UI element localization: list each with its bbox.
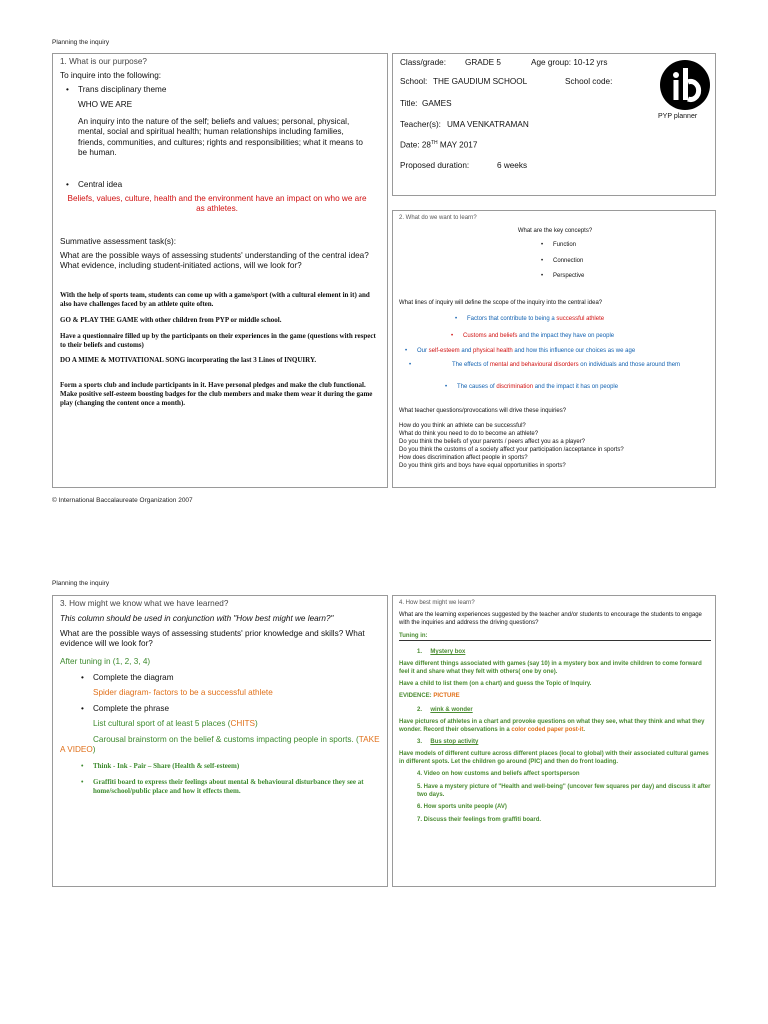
learn-heading: 2. What do we want to learn? (399, 215, 477, 221)
bullet-central-idea: • Central idea (78, 180, 122, 190)
teacher-question: Do you think the customs of a society affect your participation /acceptance in sports? (399, 447, 624, 454)
evidence-label: EVIDENCE: PICTURE (399, 693, 460, 699)
bullet-complete-phrase: • Complete the phrase (93, 704, 169, 714)
duration-label: Proposed duration: (400, 161, 470, 170)
key-concepts-question: What are the key concepts? (517, 228, 593, 234)
date: Date: 28TH MAY 2017 (400, 140, 478, 150)
concept-item: • Perspective (553, 272, 584, 280)
ib-logo-icon (660, 60, 710, 110)
concept-item: • Connection (553, 257, 583, 265)
mystery-box-list: Have a child to list them (on a chart) and guess the Topic of Inquiry. (399, 681, 592, 687)
title-label: Title: (400, 99, 418, 108)
assessment-note: This column should be used in conjunction with "How best might we learn?" (60, 614, 334, 623)
assessment-question: What are the possible ways of assessing students' prior knowledge and skills? What evidence will we look for? (60, 629, 365, 649)
spider-diagram: Spider diagram- factors to be a successful athlete (93, 688, 273, 697)
teacher-question: What do think you need to do to become an athlete? (399, 431, 539, 438)
purpose-box (52, 53, 388, 488)
class-grade-label: Class/grade: (400, 58, 446, 67)
purpose-heading: 1. What is our purpose? (60, 57, 147, 66)
summative-task-5: Form a sports club and include participants in it. Have personal pledges and make the club functional. Make positive self-esteem boosting badges for the club members and make them wear it during the game play (changing the content once a month). (60, 381, 373, 408)
step-4: 4. Video on how customs and beliefs affect sportsperson (417, 771, 580, 777)
assessment-box (52, 595, 388, 887)
line-of-inquiry-3: • Our self-esteem and physical health and how this influence our choices as we age (417, 347, 635, 355)
line-of-inquiry-1: • Factors that contribute to being a successful athlete (467, 315, 604, 323)
step-7: 7. Discuss their feelings from graffiti board. (417, 817, 542, 823)
learning-heading: 4. How best might we learn? (399, 600, 475, 606)
copyright-footer: © International Baccalaureate Organization 2007 (52, 497, 193, 504)
step-6: 6. How sports unite people (AV) (417, 804, 507, 810)
tuning-in-label: Tuning in: (399, 632, 711, 641)
summative-task-1: With the help of sports team, students can come up with a game/sport (with a cultural element in it) and also have challenges faced by an athlete quite often. (60, 291, 370, 309)
teacher-question: Do you think girls and boys have equal opportunities in sports? (399, 463, 566, 470)
bullet-complete-diagram: • Complete the diagram (93, 673, 174, 683)
pyp-planner-label: PYP planner (658, 113, 698, 120)
bus-stop-desc: Have models of different culture across different places (local to global) with their associated cultural games in different spots. Let the children go around (PIC) and then do front loading. (399, 751, 709, 766)
summative-task-2: GO & PLAY THE GAME with other children from PYP or middle school. (60, 316, 282, 324)
purpose-intro: To inquire into the following: (60, 71, 162, 80)
graffiti-board: • Graffiti board to express their feelings about mental & behavioural disturbance they see at home/school/public place and how it effects them. (93, 778, 383, 796)
assessment-heading: 3. How might we know what we have learned? (60, 599, 229, 608)
after-tuning-in: After tuning in (1, 2, 3, 4) (60, 657, 151, 666)
step-1: 1. Mystery box (417, 649, 466, 655)
line-of-inquiry-5: • The causes of discrimination and the impact it has on people (457, 383, 618, 391)
teacher-question: Do you think the beliefs of your parents / peers affect you as a player? (399, 439, 585, 446)
teacher-questions-heading: What teacher questions/provocations will drive these inquiries? (399, 408, 567, 414)
teacher-value: UMA VENKATRAMAN (447, 120, 529, 129)
page2-header: Planning the inquiry (52, 580, 110, 587)
lines-question: What lines of inquiry will define the scope of the inquiry into the central idea? (399, 300, 603, 306)
learn-box (392, 210, 716, 488)
bullet-theme: • Trans disciplinary theme (78, 85, 166, 95)
teacher-question: How do you think an athlete can be successful? (399, 423, 526, 429)
age-group: Age group: 10-12 yrs (531, 58, 608, 67)
summative-task-4: DO A MIME & MOTIVATIONAL SONG incorporating the last 3 Lines of INQUIRY. (60, 356, 317, 364)
concept-item: • Function (553, 241, 576, 249)
line-of-inquiry-4: • The effects of mental and behavioural disorders on individuals and those around them (421, 361, 711, 369)
school-label: School: (400, 77, 428, 86)
info-box (392, 53, 716, 196)
teacher-question: How does discrimination affect people in sports? (399, 455, 528, 462)
summative-title: Summative assessment task(s): (60, 237, 177, 246)
school-code-label: School code: (565, 77, 613, 86)
wink-wonder-desc: Have pictures of athletes in a chart and provoke questions on what they see, what they think and what they wonder. Record their observations in a color coded paper post-it. (399, 719, 705, 734)
duration-value: 6 weeks (497, 161, 528, 170)
title-value: GAMES (422, 99, 452, 108)
summative-task-3: Have a questionnaire filled up by the participants on their experiences in the game (questions with respect to their beliefs and customs) (60, 332, 376, 350)
summative-question: What are the possible ways of assessing students' understanding of the central idea? What evidence, including student-initiated actions, will we look for? (60, 251, 369, 271)
mystery-box-desc: Have different things associated with games (say 10) in a mystery box and invite children to come forward feel it and share what they felt with others( one by one). (399, 661, 702, 676)
class-grade-value: GRADE 5 (465, 58, 501, 67)
teacher-questions-list (399, 422, 711, 471)
step-2: 2. wink & wonder (417, 707, 473, 713)
line-of-inquiry-2: • Customs and beliefs and the impact they have on people (463, 332, 614, 340)
learning-box (392, 595, 716, 887)
carousal-brainstorm: Carousal brainstorm on the belief & customs impacting people in sports. (TAKE A VIDEO) (60, 735, 380, 755)
cultural-sport-list: List cultural sport of at least 5 places (CHITS) (93, 719, 258, 728)
think-ink-pair-share: • Think - Ink - Pair – Share (Health & self-esteem) (93, 762, 239, 771)
page1-header: Planning the inquiry (52, 39, 110, 46)
theme-title: WHO WE ARE (78, 100, 133, 109)
learning-intro: What are the learning experiences suggested by the teacher and/or students to encourage the students to engage with the inquiries and address the driving questions? (399, 612, 702, 627)
teacher-label: Teacher(s): (400, 120, 441, 129)
central-idea: Beliefs, values, culture, health and the environment have an impact on who we are as athletes. (67, 194, 367, 214)
step-3: 3. Bus stop activity (417, 739, 479, 745)
theme-description: An inquiry into the nature of the self; beliefs and values; personal, physical, mental, social and spiritual health; human relationships including families, friends, communities, and cultures; rights and responsibilities; what it means to be human. (78, 117, 363, 157)
school-value: THE GAUDIUM SCHOOL (433, 77, 528, 86)
step-5: 5. Have a mystery picture of "Health and well-being" (uncover few squares per day) and discuss it after two days. (417, 784, 711, 799)
